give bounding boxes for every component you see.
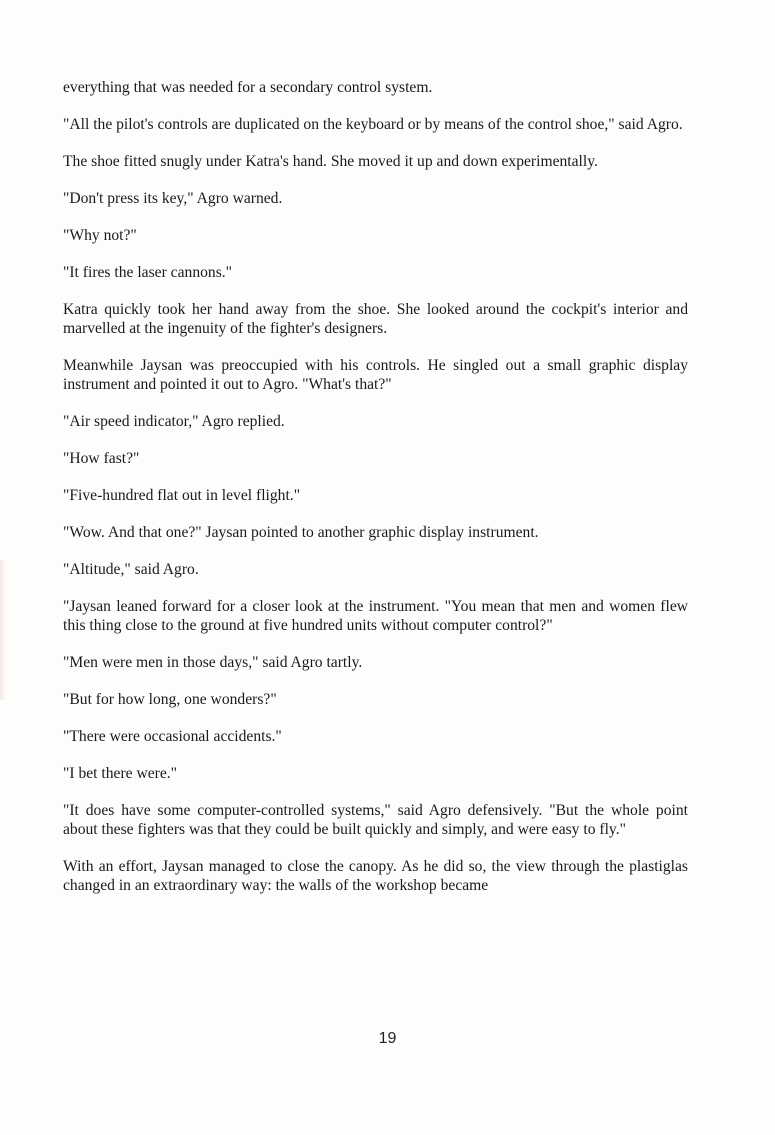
paragraph: "I bet there were.": [63, 765, 178, 782]
body-text: [63, 78, 688, 913]
page-number: 19: [378, 1030, 397, 1047]
page-edge-shading: [0, 560, 6, 700]
paragraph: "It does have some computer-controlled systems," said Agro defensively. "But the whole point about these fighters was that they could be built quickly and simply, and were easy to fly.": [63, 802, 688, 838]
paragraph: "Don't press its key," Agro warned.: [63, 190, 283, 207]
paragraph: "Altitude," said Agro.: [63, 561, 199, 578]
paragraph: With an effort, Jaysan managed to close the canopy. As he did so, the view through the plastiglas changed in an extraordinary way: the walls of the workshop became: [63, 858, 688, 894]
paragraph: "There were occasional accidents.": [63, 728, 282, 745]
paragraph: "But for how long, one wonders?": [63, 691, 277, 708]
paragraph: "Jaysan leaned forward for a closer look at the instrument. "You mean that men and women flew this thing close to the ground at five hundred units without computer control?": [63, 598, 688, 634]
paragraph: The shoe fitted snugly under Katra's hand. She moved it up and down experimentally.: [63, 153, 598, 170]
paragraph: "Air speed indicator," Agro replied.: [63, 413, 285, 430]
paragraph: Katra quickly took her hand away from the shoe. She looked around the cockpit's interior and marvelled at the ingenuity of the fighter's designers.: [63, 301, 688, 337]
paragraph: "Why not?": [63, 227, 137, 244]
paragraph: "Wow. And that one?" Jaysan pointed to another graphic display instrument.: [63, 524, 539, 541]
paragraph: "Men were men in those days," said Agro tartly.: [63, 654, 363, 671]
paragraph: "Five-hundred flat out in level flight.": [63, 487, 301, 504]
paragraph: "It fires the laser cannons.": [63, 264, 233, 281]
paragraph: "How fast?": [63, 450, 140, 467]
paragraph: everything that was needed for a secondary control system.: [63, 79, 433, 96]
paragraph: "All the pilot's controls are duplicated on the keyboard or by means of the control shoe," said Agro.: [63, 116, 683, 133]
paragraph: Meanwhile Jaysan was preoccupied with his controls. He singled out a small graphic display instrument and pointed it out to Agro. "What's that?": [63, 357, 688, 393]
